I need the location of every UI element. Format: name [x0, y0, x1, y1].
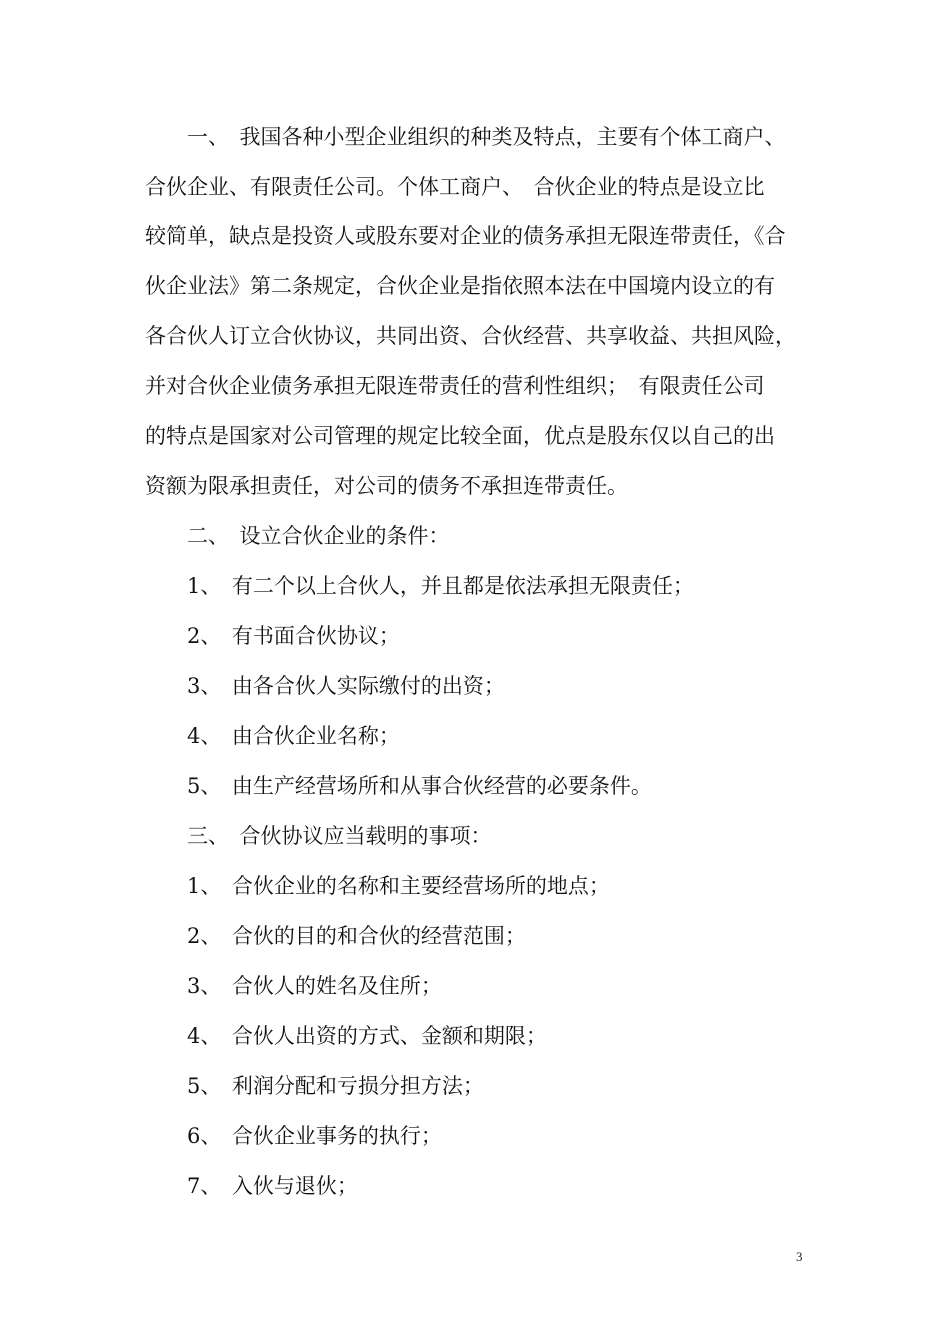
paragraph-1-line-2: 合伙企业、有限责任公司。个体工商户、 合伙企业的特点是设立比 [145, 175, 765, 199]
section-3-item-4: 4、 合伙人出资的方式、金额和期限； [145, 1024, 547, 1048]
section-2-heading: 二、 设立合伙企业的条件： [145, 524, 450, 548]
section-2-item-3: 3、 由各合伙人实际缴付的出资； [145, 674, 505, 698]
section-3-item-2: 2、 合伙的目的和合伙的经营范围； [145, 924, 526, 948]
paragraph-1-line-4: 伙企业法》第二条规定，合伙企业是指依照本法在中国境内设立的有 [145, 274, 775, 298]
paragraph-1-line-8: 资额为限承担责任，对公司的债务不承担连带责任。 [145, 474, 628, 498]
section-3-item-5: 5、 利润分配和亏损分担方法； [145, 1074, 484, 1098]
section-3-item-1: 1、 合伙企业的名称和主要经营场所的地点； [145, 874, 610, 898]
section-3-heading: 三、 合伙协议应当载明的事项： [145, 824, 492, 848]
paragraph-1-line-1: 一、 我国各种小型企业组织的种类及特点，主要有个体工商户、 [145, 125, 786, 149]
section-3-item-3: 3、 合伙人的姓名及住所； [145, 974, 442, 998]
section-2-item-4: 4、 由合伙企业名称； [145, 724, 400, 748]
section-2-item-1: 1、 有二个以上合伙人，并且都是依法承担无限责任； [145, 574, 694, 598]
paragraph-1-line-3: 较简单，缺点是投资人或股东要对企业的债务承担无限连带责任，《合 [145, 224, 786, 248]
paragraph-1-line-7: 的特点是国家对公司管理的规定比较全面，优点是股东仅以自己的出 [145, 424, 775, 448]
paragraph-1-line-5: 各合伙人订立合伙协议，共同出资、合伙经营、共享收益、共担风险， [145, 324, 796, 348]
section-3-item-6: 6、 合伙企业事务的执行； [145, 1124, 442, 1148]
section-3-item-7: 7、 入伙与退伙； [145, 1174, 358, 1198]
page-number: 3 [796, 1249, 803, 1264]
section-2-item-2: 2、 有书面合伙协议； [145, 624, 400, 648]
section-2-item-5: 5、 由生产经营场所和从事合伙经营的必要条件。 [145, 774, 652, 798]
paragraph-1-line-6: 并对合伙企业债务承担无限连带责任的营利性组织； 有限责任公司 [145, 374, 765, 398]
